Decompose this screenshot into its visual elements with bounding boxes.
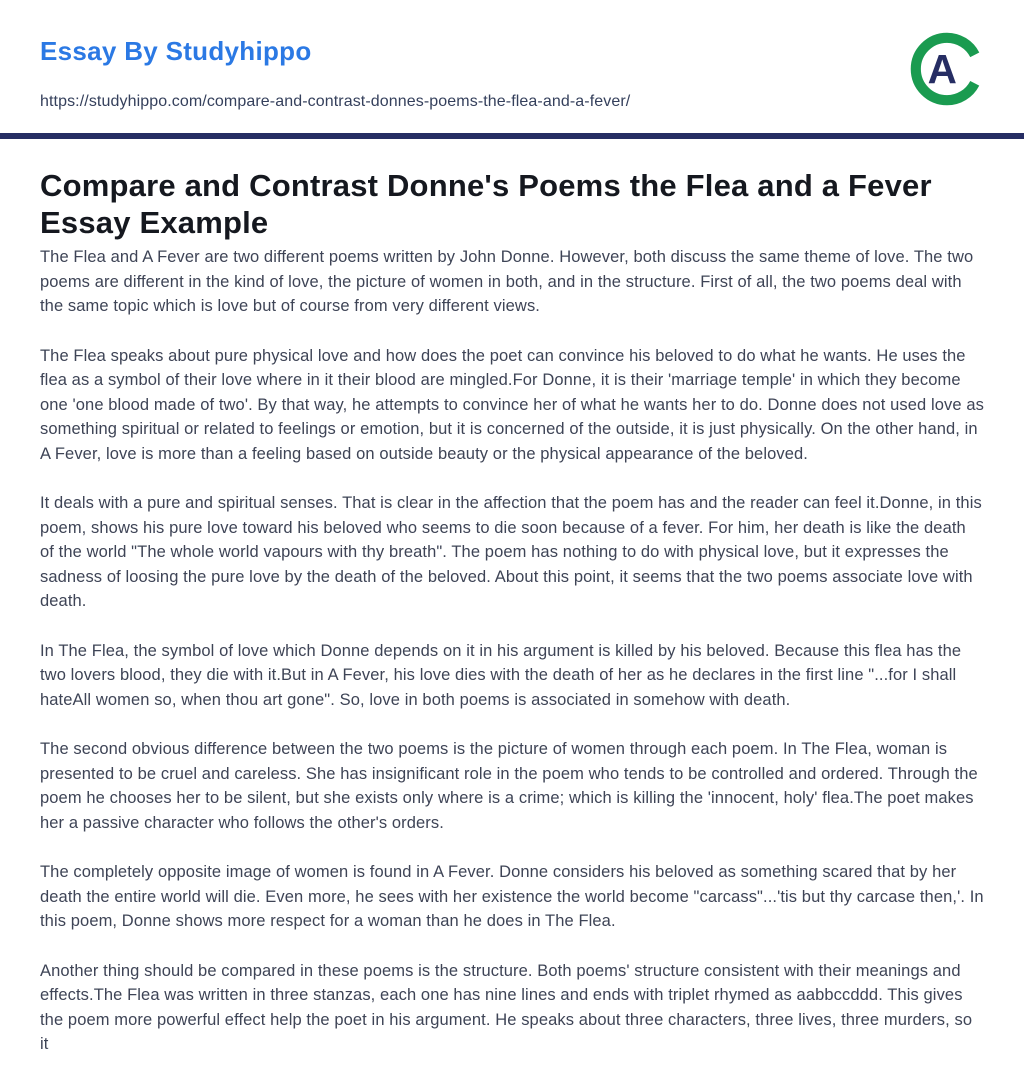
paragraph: It deals with a pure and spiritual senses. That is clear in the affection that the poem has and the reader can feel it.Donne, in this poem, shows his pure love toward his beloved who seems to die soon because of a fever. For him, her death is like the death of the world "The whole world vapours with thy breath". The poem has nothing to do with physical love, but it expresses the sadness of loosing the pure love by the death of the beloved. About this point, it seems that the two poems associate love with death. [40,494,982,611]
page-header [0,0,1024,111]
logo-ring-icon [908,30,986,108]
article-title: Compare and Contrast Donne's Poems the Flea and a Fever Essay Example [40,168,932,241]
page-url: https://studyhippo.com/compare-and-contrast-donnes-poems-the-flea-and-a-fever/ [40,93,631,110]
logo-letter: A [927,46,957,93]
studyhippo-logo-icon [908,30,986,108]
article-content [0,139,1024,1057]
site-title: Essay By Studyhippo [40,36,312,66]
paragraph: In The Flea, the symbol of love which Donne depends on it in his argument is killed by his beloved. Because this flea has the two lovers blood, they die with it.But in A Fever, his love dies with the death of her as he declares in the first line "...for I shall hateAll women so, when thou art gone". So, love in both poems is associated in somehow with death. [40,641,962,709]
header-text-block [40,30,630,111]
article-body [40,245,984,1057]
paragraph: The second obvious difference between the two poems is the picture of women through each poem. In The Flea, woman is presented to be cruel and careless. She has insignificant role in the poem who tends to be controlled and ordered. Through the poem he chooses her to be silent, but she exists only where is a crime; which is killing the 'innocent, holy' flea.The poet makes her a passive character who follows the other's orders. [40,740,978,832]
paragraph: The completely opposite image of women is found in A Fever. Donne considers his beloved as something scared that by her death the entire world will die. Even more, he sees with her existence the world become "carcass"...'tis but thy carcase then,'. In this poem, Donne shows more respect for a woman than he does in The Flea. [40,863,984,931]
paragraph: The Flea and A Fever are two different poems written by John Donne. However, both discuss the same theme of love. The two poems are different in the kind of love, the picture of women in both, and in the structure. First of all, the two poems deal with the same topic which is love but of course from very different views. [40,248,974,316]
paragraph: The Flea speaks about pure physical love and how does the poet can convince his beloved to do what he wants. He uses the flea as a symbol of their love where in it their blood are mingled.For Donne, it is their 'marriage temple' in which they become one 'one blood made of two'. By that way, he attempts to convince her of what he wants her to do. Donne does not used love as something spiritual or related to feelings or emotion, but it is concerned of the outside, it is just physically. On the other hand, in A Fever, love is more than a feeling based on outside beauty or the physical appearance of the beloved. [40,346,984,463]
paragraph: Another thing should be compared in these poems is the structure. Both poems' structure consistent with their meanings and effects.The Flea was written in three stanzas, each one has nine lines and ends with triplet rhymed as aabbccddd. This gives the poem more powerful effect help the poet in his argument. He speaks about three characters, three lives, three murders, so it [40,961,973,1054]
